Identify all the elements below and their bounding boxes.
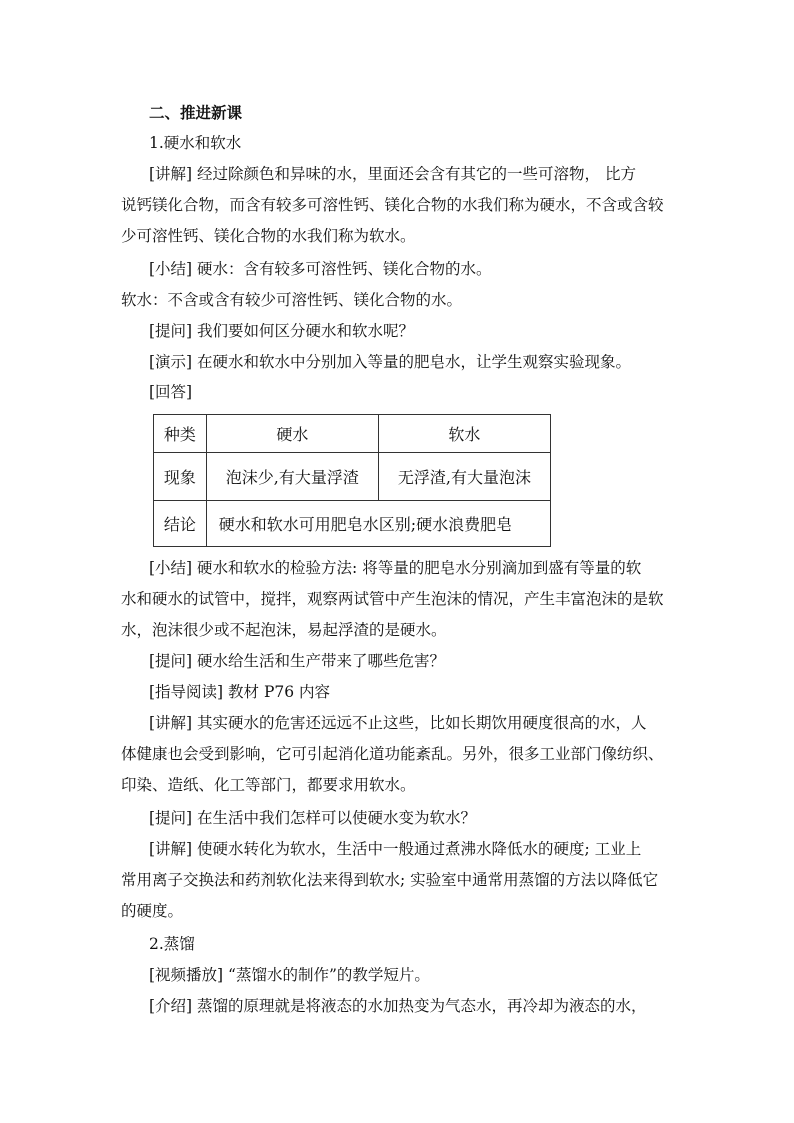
table-cell: 软水 <box>378 415 550 453</box>
table-cell: 无浮渣,有大量泡沫 <box>378 453 550 501</box>
paragraph-line: 软水：不含或含有较少可溶性钙、镁化合物的水。 <box>121 291 463 309</box>
table-cell: 泡沫少,有大量浮渣 <box>206 453 378 501</box>
paragraph-line <box>149 682 330 702</box>
paragraph-line: 常用离子交换法和药剂软化法来得到软水; 实验室中通常用蒸馏的方法以降低它 <box>121 871 659 889</box>
paragraph-tag: [提问] <box>149 809 193 827</box>
table-row <box>154 415 551 453</box>
paragraph-line <box>149 164 636 184</box>
paragraph-tag: [小结] <box>149 260 193 278</box>
subsection-heading-hard-soft-water: 1.硬水和软水 <box>149 134 242 152</box>
paragraph-text: 其实硬水的危害还远远不止这些，比如长期饮用硬度很高的水，人 <box>197 714 647 732</box>
paragraph-tag: [视频播放] <box>149 966 224 984</box>
paragraph-text: 我们要如何区分硬水和软水呢？ <box>197 322 415 340</box>
paragraph-tag: [介绍] <box>149 997 193 1015</box>
paragraph-line <box>149 259 492 279</box>
paragraph-line <box>149 965 430 985</box>
table-cell: 硬水 <box>206 415 378 453</box>
paragraph-text: 硬水：含有较多可溶性钙、镁化合物的水。 <box>197 260 492 278</box>
paragraph-line <box>149 352 631 372</box>
table-cell: 现象 <box>154 453 207 501</box>
table-cell: 结论 <box>154 501 207 547</box>
paragraph-line: 印染、造纸、化工等部门，都要求用软水。 <box>121 776 416 794</box>
paragraph-text: 在生活中我们怎样可以使硬水变为软水？ <box>197 809 477 827</box>
paragraph-tag: [小结] <box>149 559 193 577</box>
paragraph-text: 蒸馏的原理就是将液态的水加热变为气态水，再冷却为液态的水， <box>197 997 647 1015</box>
paragraph-line: 体健康也会受到影响，它可引起消化道功能紊乱。另外，很多工业部门像纺织、 <box>121 745 664 763</box>
paragraph-text: 硬水给生活和生产带来了哪些危害？ <box>197 652 446 670</box>
paragraph-tag: [提问] <box>149 322 193 340</box>
table-row <box>154 453 551 501</box>
section-heading: 二、推进新课 <box>149 103 243 122</box>
paragraph-tag: [提问] <box>149 652 193 670</box>
paragraph-line <box>149 996 647 1016</box>
paragraph-line <box>149 321 414 341</box>
paragraph-line: 说钙镁化合物，而含有较多可溶性钙、镁化合物的水我们称为硬水，不含或含较 <box>121 196 664 214</box>
paragraph-tag: [讲解] <box>149 714 193 732</box>
table-row <box>154 501 551 547</box>
subsection-heading-distillation: 2.蒸馏 <box>149 935 195 953</box>
paragraph-text: 教材 P76 内容 <box>228 683 331 701</box>
paragraph-text: 在硬水和软水中分别加入等量的肥皂水，让学生观察实验现象。 <box>197 353 632 371</box>
paragraph-text: “蒸馏水的制作”的教学短片。 <box>228 966 430 984</box>
paragraph-line: 水和硬水的试管中，搅拌，观察两试管中产生泡沫的情况，产生丰富泡沫的是软 <box>121 590 664 608</box>
paragraph-tag: [指导阅读] <box>149 683 224 701</box>
paragraph-text: 硬水和软水的检验方法: 将等量的肥皂水分别滴加到盛有等量的软 <box>197 559 642 577</box>
table-cell: 硬水和软水可用肥皂水区别;硬水浪费肥皂 <box>206 501 550 547</box>
paragraph-line: 的硬度。 <box>121 902 184 920</box>
paragraph-tag: [讲解] <box>149 840 193 858</box>
paragraph-line <box>149 558 641 578</box>
comparison-table <box>153 414 551 547</box>
paragraph-line: 水，泡沫很少或不起泡沫，易起浮渣的是硬水。 <box>121 621 447 639</box>
table-cell: 种类 <box>154 415 207 453</box>
paragraph-line: 少可溶性钙、镁化合物的水我们称为软水。 <box>121 227 416 245</box>
paragraph-line <box>149 651 445 671</box>
paragraph-line <box>149 839 641 859</box>
paragraph-tag: [讲解] <box>149 165 193 183</box>
paragraph-text: 经过除颜色和异味的水，里面还会含有其它的一些可溶物， 比方 <box>197 165 636 183</box>
paragraph-line <box>149 713 647 733</box>
paragraph-line <box>149 808 476 828</box>
paragraph-text: 使硬水转化为软水，生活中一般通过煮沸水降低水的硬度; 工业上 <box>197 840 642 858</box>
paragraph-tag: [回答] <box>149 383 193 401</box>
paragraph-tag: [演示] <box>149 353 193 371</box>
